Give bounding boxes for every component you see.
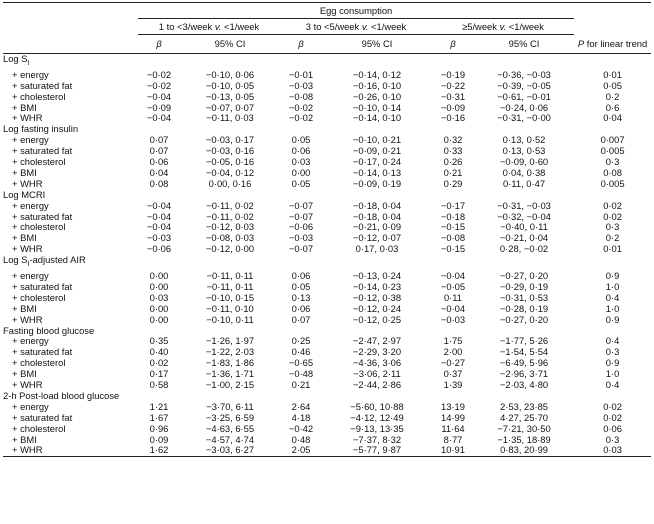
table-row bbox=[3, 402, 651, 413]
ci-value: −0·61, −0·01 bbox=[497, 90, 551, 102]
beta-value: 0·00 bbox=[149, 280, 169, 292]
beta-value: −0·08 bbox=[288, 90, 314, 102]
table-row bbox=[3, 113, 651, 124]
beta-value: 0·05 bbox=[291, 134, 311, 146]
beta-value: 1·62 bbox=[138, 445, 180, 456]
ci-value: −7·21, 30·50 bbox=[497, 422, 551, 434]
ci-value: −6·49, 5·96 bbox=[499, 357, 549, 369]
row-label: + saturated fat bbox=[12, 145, 73, 157]
ci-value: −0·18, 0·04 bbox=[352, 199, 402, 211]
p-trend-value: 1·0 bbox=[605, 280, 620, 292]
ci-value: −0·27, 0·20 bbox=[499, 313, 549, 325]
ci-value: −0·14, 0·13 bbox=[352, 166, 402, 178]
ci-value: −0·24, 0·06 bbox=[499, 101, 549, 113]
p-trend-value: 0·04 bbox=[603, 112, 622, 124]
table-row bbox=[3, 358, 651, 369]
p-trend-value: 0·6 bbox=[605, 101, 620, 113]
beta-value: −0·09 bbox=[146, 101, 172, 113]
ci-value: −0·12, 0·25 bbox=[352, 313, 402, 325]
comparison-header-3: ≥5/week v. <1/week bbox=[432, 19, 574, 35]
beta-value: 0·06 bbox=[149, 156, 169, 168]
ci-value: −0·11, 0·02 bbox=[206, 210, 254, 222]
ci-value: −5·60, 10·88 bbox=[350, 400, 404, 412]
beta-value: −0·65 bbox=[288, 357, 314, 369]
section-header-row bbox=[3, 124, 651, 135]
table-row bbox=[3, 201, 651, 212]
row-label: + WHR bbox=[3, 445, 138, 456]
p-trend-value: 1·0 bbox=[605, 368, 620, 380]
ci-value: −0·08, 0·03 bbox=[205, 232, 255, 244]
ci-value: 0·04, 0·38 bbox=[502, 166, 546, 178]
table-row bbox=[3, 347, 651, 358]
row-label: + saturated fat bbox=[12, 346, 73, 358]
row-label: + energy bbox=[12, 335, 49, 347]
table-row bbox=[3, 336, 651, 347]
ci-value: 0·28, −0·02 bbox=[499, 243, 549, 255]
ci-value: −3·25, 6·59 bbox=[205, 411, 255, 423]
table-row bbox=[3, 146, 651, 157]
beta-value: −0·31 bbox=[440, 90, 466, 102]
beta-value: −0·15 bbox=[440, 243, 466, 255]
ci-value: −0·13, 0·05 bbox=[205, 90, 255, 102]
table-row bbox=[3, 81, 651, 92]
row-label: + BMI bbox=[12, 302, 37, 314]
row-label: + energy bbox=[12, 199, 49, 211]
beta-value: 1·21 bbox=[149, 400, 169, 412]
p-trend-value: 0·4 bbox=[605, 291, 620, 303]
ci-value: −1·54, 5·54 bbox=[499, 346, 549, 358]
beta-value: −0·02 bbox=[146, 79, 172, 91]
ci-value: −9·13, 13·35 bbox=[350, 422, 404, 434]
section-title: Log fasting insulin bbox=[3, 123, 79, 135]
ci-value: −0·09, 0·60 bbox=[499, 156, 549, 168]
ci-value: −0·12, 0·07 bbox=[352, 232, 402, 244]
p-trend-value: 0·007 bbox=[600, 134, 625, 146]
ci-value: −0·12, 0·24 bbox=[352, 302, 402, 314]
beta-value: 0·07 bbox=[291, 313, 311, 325]
beta-value: −0·04 bbox=[146, 221, 172, 233]
ci-value: −0·14, 0·12 bbox=[352, 68, 402, 80]
ci-value: 0·13, 0·53 bbox=[502, 145, 546, 157]
beta-value: 13·19 bbox=[441, 400, 465, 412]
beta-value: 0·37 bbox=[443, 368, 463, 380]
p-trend-value: 0·9 bbox=[605, 313, 620, 325]
ci-value: −0·21, 0·04 bbox=[499, 232, 549, 244]
beta-value: −0·02 bbox=[146, 68, 172, 80]
beta-value: 11·64 bbox=[441, 422, 465, 434]
beta-value: 0·06 bbox=[291, 302, 311, 314]
table-row bbox=[3, 369, 651, 380]
beta-value: −0·17 bbox=[440, 199, 466, 211]
ci-value: −0·03, 0·17 bbox=[205, 134, 255, 146]
table-row bbox=[3, 435, 651, 446]
row-label: + saturated fat bbox=[12, 79, 73, 91]
beta-value: −0·03 bbox=[146, 232, 172, 244]
section-header-row bbox=[3, 255, 651, 271]
ci-value: −0·21, 0·09 bbox=[352, 221, 402, 233]
beta-value: 10·91 bbox=[432, 445, 474, 456]
beta-value: 0·35 bbox=[149, 335, 169, 347]
beta-value: 0·07 bbox=[149, 145, 169, 157]
ci-value: −4·12, 12·49 bbox=[350, 411, 404, 423]
ci-value: −0·10, 0·15 bbox=[205, 291, 255, 303]
p-trend-value: 0·03 bbox=[574, 445, 651, 456]
section-title: 2-h Post-load blood glucose bbox=[3, 389, 120, 401]
beta-value: −0·19 bbox=[440, 68, 466, 80]
beta-header: β bbox=[432, 35, 474, 54]
p-trend-value: 0·005 bbox=[600, 177, 625, 189]
beta-value: 0·04 bbox=[149, 166, 169, 178]
beta-value: −0·16 bbox=[440, 112, 466, 124]
ci-value: −0·09, 0·21 bbox=[352, 145, 402, 157]
table-row bbox=[3, 304, 651, 315]
table-row bbox=[3, 168, 651, 179]
ci-value: −0·09, 0·19 bbox=[352, 177, 402, 189]
ci-value: −0·11, 0·02 bbox=[206, 199, 254, 211]
table-row bbox=[3, 135, 651, 146]
beta-value: −0·27 bbox=[440, 357, 466, 369]
beta-value: −0·04 bbox=[440, 302, 466, 314]
p-trend-value: 0·02 bbox=[603, 210, 622, 222]
beta-value: 0·05 bbox=[291, 177, 311, 189]
ci-value: −3·70, 6·11 bbox=[206, 400, 254, 412]
row-label: + cholesterol bbox=[12, 221, 66, 233]
section-title: Log $S_I$ bbox=[3, 53, 30, 67]
ci-value: −0·32, −0·04 bbox=[497, 210, 551, 222]
p-trend-value: 0·4 bbox=[605, 379, 620, 391]
ci-value: −0·31, −0·03 bbox=[497, 199, 551, 211]
p-trend-value: 0·06 bbox=[603, 422, 622, 434]
table-row bbox=[3, 103, 651, 114]
p-trend-value: 0·02 bbox=[603, 400, 622, 412]
ci-value: −1·77, 5·26 bbox=[499, 335, 549, 347]
ci-value: 0·00, 0·16 bbox=[208, 177, 252, 189]
beta-value: 1·39 bbox=[443, 379, 463, 391]
ci-value: 0·13, 0·52 bbox=[502, 134, 546, 146]
beta-value: 0·26 bbox=[443, 156, 463, 168]
beta-value: −0·03 bbox=[440, 313, 466, 325]
beta-value: 0·48 bbox=[291, 433, 311, 445]
beta-value: −0·07 bbox=[288, 210, 314, 222]
ci-value: −1·00, 2·15 bbox=[205, 379, 255, 391]
ci-value: 4·27, 25·70 bbox=[500, 411, 549, 423]
beta-value: 0·40 bbox=[149, 346, 169, 358]
beta-value: 0·96 bbox=[149, 422, 169, 434]
row-label: + BMI bbox=[12, 433, 37, 445]
beta-value: 0·09 bbox=[149, 433, 169, 445]
ci-value: −0·07, 0·07 bbox=[205, 101, 255, 113]
row-label: + cholesterol bbox=[12, 357, 66, 369]
beta-value: −0·18 bbox=[440, 210, 466, 222]
beta-value: −0·05 bbox=[440, 280, 466, 292]
beta-value: −0·04 bbox=[146, 90, 172, 102]
beta-value: 1·75 bbox=[443, 335, 463, 347]
table-row bbox=[3, 233, 651, 244]
section-header-row bbox=[3, 391, 651, 402]
ci-value: −0·13, 0·24 bbox=[352, 269, 402, 281]
ci-value: −0·18, 0·04 bbox=[352, 210, 402, 222]
group-header: Egg consumption bbox=[138, 3, 574, 19]
beta-value: −0·06 bbox=[146, 243, 172, 255]
table-row bbox=[3, 424, 651, 435]
ci-header: 95% CI bbox=[180, 35, 280, 54]
ci-value: −0·10, 0·11 bbox=[206, 313, 254, 325]
ci-value: −4·57, 4·74 bbox=[205, 433, 255, 445]
beta-value: −0·03 bbox=[288, 79, 314, 91]
p-trend-value: 0·3 bbox=[605, 221, 620, 233]
beta-value: 0·00 bbox=[149, 302, 169, 314]
p-trend-value: 0·4 bbox=[605, 335, 620, 347]
table-row bbox=[3, 315, 651, 326]
row-label: + saturated fat bbox=[12, 210, 73, 222]
header-corner bbox=[3, 3, 138, 19]
header-spacer bbox=[574, 19, 651, 35]
table-row bbox=[3, 293, 651, 304]
ci-value: −0·14, 0·23 bbox=[352, 280, 402, 292]
section-header-row bbox=[3, 190, 651, 201]
p-trend-value: 0·01 bbox=[603, 68, 622, 80]
table-row bbox=[3, 222, 651, 233]
ci-value: −0·39, −0·05 bbox=[497, 79, 551, 91]
ci-value: −0·27, 0·20 bbox=[499, 269, 549, 281]
row-label: + energy bbox=[12, 269, 49, 281]
beta-value: −0·01 bbox=[288, 68, 314, 80]
ci-value: −0·36, −0·03 bbox=[497, 68, 551, 80]
beta-header: β bbox=[138, 35, 180, 54]
row-label: + energy bbox=[12, 134, 49, 146]
ci-value: −0·31, −0·00 bbox=[497, 112, 551, 124]
table-row bbox=[3, 70, 651, 81]
ci-value: −0·28, 0·19 bbox=[499, 302, 549, 314]
p-trend-value: 0·05 bbox=[603, 79, 622, 91]
ci-value: 0·11, 0·47 bbox=[503, 177, 546, 189]
beta-value: −0·48 bbox=[288, 368, 314, 380]
ci-value: −1·26, 1·97 bbox=[205, 335, 255, 347]
ci-value: −0·12, 0·00 bbox=[205, 243, 255, 255]
ci-value: −0·26, 0·10 bbox=[352, 90, 402, 102]
ci-value: −0·11, 0·11 bbox=[206, 269, 254, 281]
ci-value: 0·83, 20·99 bbox=[474, 445, 574, 456]
p-trend-value: 0·9 bbox=[605, 269, 620, 281]
header-corner-right bbox=[574, 3, 651, 19]
beta-value: 0·29 bbox=[443, 177, 463, 189]
beta-value: −0·04 bbox=[146, 199, 172, 211]
ci-value: −0·10, 0·21 bbox=[352, 134, 402, 146]
p-trend-value: 0·02 bbox=[603, 199, 622, 211]
beta-value: 0·07 bbox=[149, 134, 169, 146]
beta-value: −0·04 bbox=[146, 112, 172, 124]
ci-value: −1·22, 2·03 bbox=[205, 346, 255, 358]
ci-value: −0·12, 0·38 bbox=[352, 291, 402, 303]
egg-consumption-table bbox=[3, 2, 651, 457]
beta-value: −0·08 bbox=[440, 232, 466, 244]
table-row bbox=[3, 157, 651, 168]
row-label: + energy bbox=[12, 68, 49, 80]
beta-value: 0·11 bbox=[443, 291, 463, 303]
ci-value: −0·17, 0·24 bbox=[352, 156, 402, 168]
row-label: + WHR bbox=[12, 379, 43, 391]
row-label: + cholesterol bbox=[12, 291, 66, 303]
ci-value: −2·96, 3·71 bbox=[499, 368, 549, 380]
ci-value: 2·53, 23·85 bbox=[500, 400, 549, 412]
comparison-header-1: 1 to <3/week v. <1/week bbox=[138, 19, 280, 35]
ci-value: −1·83, 1·86 bbox=[205, 357, 255, 369]
section-title: Fasting blood glucose bbox=[3, 324, 95, 336]
p-trend-value: 0·08 bbox=[603, 166, 622, 178]
row-label: + BMI bbox=[12, 232, 37, 244]
beta-value: 0·21 bbox=[291, 379, 311, 391]
beta-value: −0·03 bbox=[288, 232, 314, 244]
row-label: + WHR bbox=[12, 112, 43, 124]
ci-value: −4·36, 3·06 bbox=[352, 357, 402, 369]
row-label: + cholesterol bbox=[12, 422, 66, 434]
beta-header: β bbox=[280, 35, 322, 54]
beta-value: −0·07 bbox=[288, 199, 314, 211]
beta-value: −0·09 bbox=[440, 101, 466, 113]
table-row bbox=[3, 445, 651, 456]
p-trend-value: 0·2 bbox=[605, 90, 620, 102]
p-trend-value: 0·02 bbox=[603, 411, 622, 423]
section-title: Log $S_I$-adjusted AIR bbox=[3, 254, 86, 269]
ci-value: −2·44, 2·86 bbox=[352, 379, 402, 391]
beta-value: 2·05 bbox=[280, 445, 322, 456]
ci-value: −1·35, 18·89 bbox=[497, 433, 551, 445]
beta-value: 0·00 bbox=[149, 269, 169, 281]
section-header-row bbox=[3, 326, 651, 337]
table-row bbox=[3, 271, 651, 282]
ci-value: −5·77, 9·87 bbox=[322, 445, 432, 456]
row-label: + WHR bbox=[12, 177, 43, 189]
ci-value: −0·10, 0·14 bbox=[352, 101, 402, 113]
ci-value: −0·16, 0·10 bbox=[352, 79, 402, 91]
section-header-row bbox=[3, 54, 651, 70]
table-row bbox=[3, 179, 651, 190]
beta-value: 0·02 bbox=[149, 357, 169, 369]
beta-value: 0·21 bbox=[443, 166, 463, 178]
beta-value: −0·06 bbox=[288, 221, 314, 233]
ci-value: −0·14, 0·10 bbox=[352, 112, 402, 124]
beta-value: 0·17 bbox=[149, 368, 169, 380]
row-label: + WHR bbox=[12, 313, 43, 325]
table-row bbox=[3, 282, 651, 293]
beta-value: 0·05 bbox=[291, 280, 311, 292]
beta-value: 0·32 bbox=[443, 134, 463, 146]
p-trend-value: 0·005 bbox=[600, 145, 625, 157]
p-trend-value: 0·2 bbox=[605, 232, 620, 244]
beta-value: 14·99 bbox=[441, 411, 465, 423]
beta-value: 0·58 bbox=[149, 379, 169, 391]
beta-value: 8·77 bbox=[443, 433, 463, 445]
ci-value: −0·05, 0·16 bbox=[205, 156, 255, 168]
p-trend-header: P for linear trend bbox=[574, 35, 651, 54]
beta-value: 0·25 bbox=[291, 335, 311, 347]
ci-value: −0·12, 0·03 bbox=[205, 221, 255, 233]
beta-value: 0·13 bbox=[291, 291, 311, 303]
ci-value: −0·40, 0·11 bbox=[500, 221, 548, 233]
ci-value: −2·47, 2·97 bbox=[352, 335, 402, 347]
beta-value: 2·64 bbox=[291, 400, 311, 412]
p-trend-value: 1·0 bbox=[605, 302, 620, 314]
row-label: + energy bbox=[12, 400, 49, 412]
table-row bbox=[3, 244, 651, 255]
ci-value: −2·29, 3·20 bbox=[352, 346, 402, 358]
ci-value: −0·03, 0·16 bbox=[205, 145, 255, 157]
ci-value: −0·11, 0·10 bbox=[206, 302, 254, 314]
row-label: + BMI bbox=[12, 368, 37, 380]
ci-value: −7·37, 8·32 bbox=[352, 433, 402, 445]
beta-value: 0·46 bbox=[291, 346, 311, 358]
beta-value: −0·42 bbox=[288, 422, 314, 434]
p-trend-value: 0·9 bbox=[605, 357, 620, 369]
beta-value: −0·15 bbox=[440, 221, 466, 233]
ci-value: −0·11, 0·03 bbox=[206, 112, 254, 124]
row-label: + BMI bbox=[12, 101, 37, 113]
ci-value: 0·17, 0·03 bbox=[355, 243, 399, 255]
beta-value: −0·04 bbox=[146, 210, 172, 222]
ci-value: −0·10, 0·05 bbox=[205, 79, 255, 91]
ci-value: −2·03, 4·80 bbox=[499, 379, 549, 391]
beta-value: 1·67 bbox=[149, 411, 169, 423]
beta-value: 0·03 bbox=[149, 291, 169, 303]
beta-value: 0·00 bbox=[291, 166, 311, 178]
ci-value: −0·04, 0·12 bbox=[205, 166, 255, 178]
ci-value: −3·06, 2·11 bbox=[353, 368, 401, 380]
ci-value: −1·36, 1·71 bbox=[205, 368, 255, 380]
table-row bbox=[3, 413, 651, 424]
row-label: + WHR bbox=[12, 243, 43, 255]
beta-value: 2·00 bbox=[443, 346, 463, 358]
row-label: + cholesterol bbox=[12, 156, 66, 168]
ci-value: −0·10, 0·06 bbox=[205, 68, 255, 80]
beta-value: −0·02 bbox=[288, 112, 314, 124]
beta-value: −0·04 bbox=[440, 269, 466, 281]
row-label: + saturated fat bbox=[12, 280, 73, 292]
ci-value: −3·03, 6·27 bbox=[180, 445, 280, 456]
beta-value: −0·02 bbox=[288, 101, 314, 113]
p-trend-value: 0·3 bbox=[605, 433, 620, 445]
row-label: + BMI bbox=[12, 166, 37, 178]
ci-header: 95% CI bbox=[322, 35, 432, 54]
p-trend-value: 0·01 bbox=[603, 243, 622, 255]
p-trend-value: 0·3 bbox=[605, 346, 620, 358]
row-label: + cholesterol bbox=[12, 90, 66, 102]
comparison-header-2: 3 to <5/week v. <1/week bbox=[280, 19, 432, 35]
p-trend-value: 0·3 bbox=[605, 156, 620, 168]
ci-value: −4·63, 6·55 bbox=[205, 422, 255, 434]
beta-value: 0·00 bbox=[149, 313, 169, 325]
ci-header: 95% CI bbox=[474, 35, 574, 54]
table-row bbox=[3, 212, 651, 223]
table-row bbox=[3, 92, 651, 103]
section-title: Log MCRI bbox=[3, 188, 46, 200]
beta-value: 4·18 bbox=[291, 411, 311, 423]
ci-value: −0·11, 0·11 bbox=[206, 280, 254, 292]
beta-value: 0·08 bbox=[149, 177, 169, 189]
beta-value: 0·06 bbox=[291, 269, 311, 281]
row-label: + saturated fat bbox=[12, 411, 73, 423]
beta-value: 0·33 bbox=[443, 145, 463, 157]
ci-value: −0·29, 0·19 bbox=[499, 280, 549, 292]
beta-value: 0·03 bbox=[291, 156, 311, 168]
beta-value: −0·22 bbox=[440, 79, 466, 91]
ci-value: −0·31, 0·53 bbox=[499, 291, 549, 303]
beta-value: −0·07 bbox=[288, 243, 314, 255]
beta-value: 0·06 bbox=[291, 145, 311, 157]
